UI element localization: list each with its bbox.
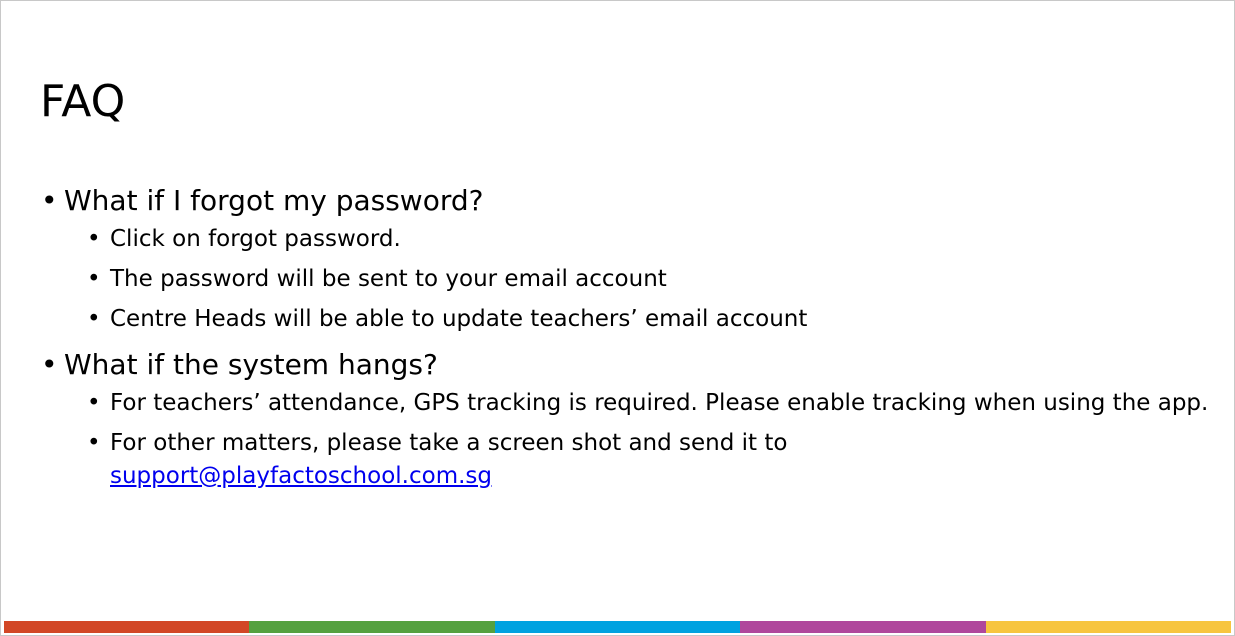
slide-title: FAQ: [40, 76, 126, 127]
answer-text: Centre Heads will be able to update teachers’ email account: [110, 306, 808, 332]
bullet-icon: •: [41, 184, 58, 217]
faq-question-password: [41, 179, 1211, 223]
answer-item: [87, 263, 1211, 296]
answer-text: For teachers’ attendance, GPS tracking is required. Please enable tracking when using the app.: [110, 390, 1209, 416]
answer-item: [87, 427, 1211, 493]
faq-list: [41, 179, 1211, 500]
accent-color-bar: [4, 621, 1231, 633]
question-text: What if the system hangs?: [64, 348, 438, 381]
answer-item: [87, 303, 1211, 336]
answer-text: For other matters, please take a screen shot and send it to: [110, 430, 788, 456]
accent-segment-green: [249, 621, 494, 633]
answer-text: The password will be sent to your email account: [110, 266, 667, 292]
accent-segment-yellow: [986, 621, 1231, 633]
bullet-icon: •: [41, 348, 58, 381]
answer-item: [87, 223, 1211, 256]
bullet-icon: •: [87, 266, 101, 292]
bullet-icon: •: [87, 430, 101, 456]
accent-segment-purple: [740, 621, 985, 633]
faq-question-system-hangs: [41, 343, 1211, 387]
bullet-icon: •: [87, 390, 101, 416]
faq-answers-password: [41, 223, 1211, 336]
support-email-link[interactable]: support@playfactoschool.com.sg: [110, 463, 492, 489]
accent-segment-red: [4, 621, 249, 633]
faq-answers-system-hangs: [41, 387, 1211, 493]
accent-segment-blue: [495, 621, 740, 633]
question-text: What if I forgot my password?: [64, 184, 484, 217]
answer-text: Click on forgot password.: [110, 226, 401, 252]
bullet-icon: •: [87, 306, 101, 332]
bullet-icon: •: [87, 226, 101, 252]
answer-item: [87, 387, 1211, 420]
